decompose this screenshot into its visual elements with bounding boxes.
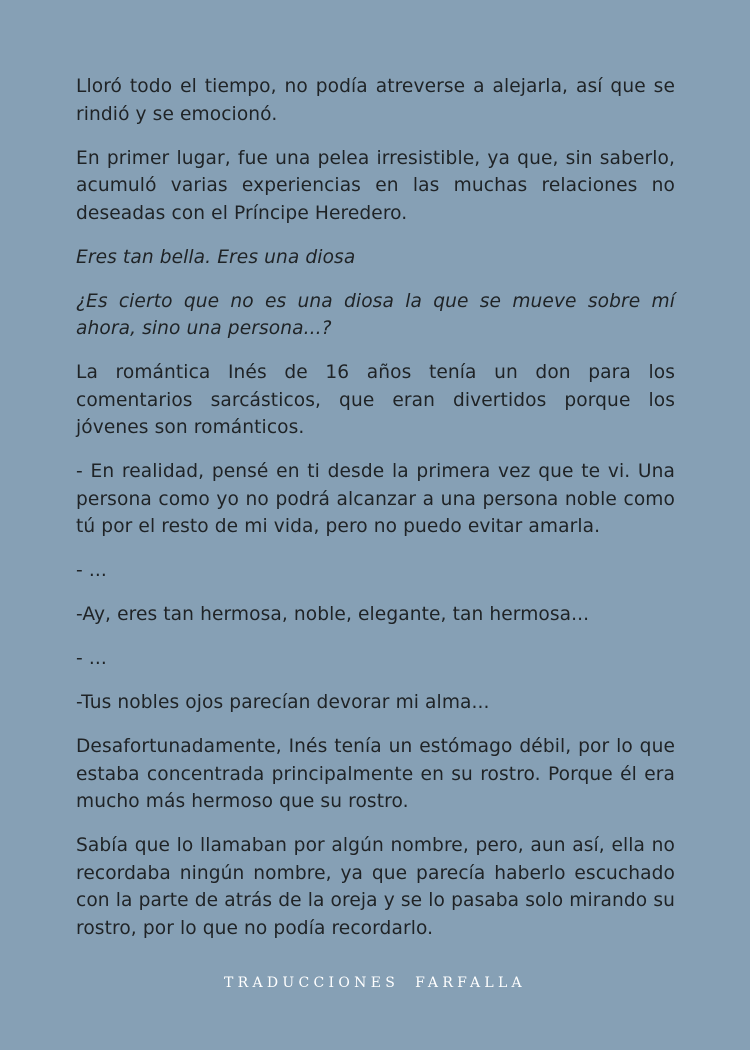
dialogue-line: -Ay, eres tan hermosa, noble, elegante, tan hermosa... [76,604,590,625]
paragraph: En primer lugar, fue una pelea irresistible, ya que, sin saberlo, acumuló varias experiencias en las muchas relaciones no deseadas con el Príncipe Heredero. [76,147,675,224]
dialogue-line: -Tus nobles ojos parecían devorar mi alma... [76,692,490,713]
paragraph: Desafortunadamente, Inés tenía un estómago débil, por lo que estaba concentrada principalmente en su rostro. Porque él era mucho más hermoso que su rostro. [76,736,675,812]
dialogue-line: - ... [76,648,107,669]
paragraph: Lloró todo el tiempo, no podía atreverse a alejarla, así que se rindió y se emocionó. [76,76,675,125]
footer-word-farfalla: FARFALLA [415,975,526,991]
footer-word-traducciones: TRADUCCIONES [224,975,400,991]
paragraph: Sabía que lo llamaban por algún nombre, pero, aun así, ella no recordaba ningún nombre, ya que parecía haberlo escuchado con la parte de atrás de la oreja y se lo pasaba solo mirando su rostro, por lo que no podía recordarlo. [76,835,675,939]
dialogue-line: - En realidad, pensé en ti desde la primera vez que te vi. Una persona como yo no podrá alcanzar a una persona noble como tú por el resto de mi vida, pero no puedo evitar amarla. [76,461,675,537]
footer-credit [0,975,750,991]
page-body [76,73,675,959]
italic-thought: ¿Es cierto que no es una diosa la que se mueve sobre mí ahora, sino una persona...? [76,290,675,339]
paragraph: La romántica Inés de 16 años tenía un don para los comentarios sarcásticos, que eran divertidos porque los jóvenes son románticos. [76,362,675,438]
italic-thought: Eres tan bella. Eres una diosa [76,246,356,268]
dialogue-line: - ... [76,560,107,581]
